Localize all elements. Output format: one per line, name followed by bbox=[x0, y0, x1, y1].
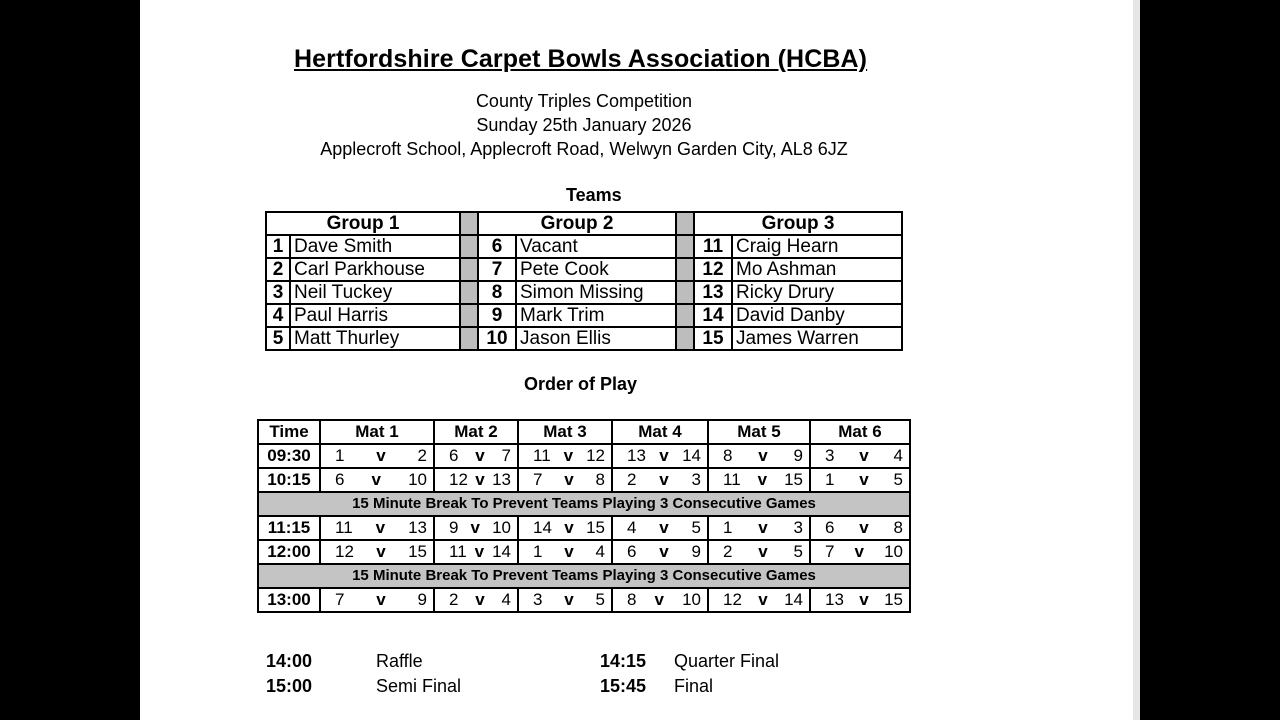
away-team-number: 5 bbox=[595, 590, 605, 609]
break-row bbox=[258, 564, 910, 588]
home-team-number: 6 bbox=[825, 518, 835, 537]
team-number: 8 bbox=[478, 281, 516, 304]
document-title: Hertfordshire Carpet Bowls Association (HCBA) bbox=[294, 45, 868, 73]
versus-label: v bbox=[563, 446, 574, 465]
column-separator bbox=[676, 235, 694, 258]
teams-heading: Teams bbox=[566, 185, 622, 205]
game-cell bbox=[518, 588, 612, 612]
schedule-time: 15:00 bbox=[266, 676, 313, 696]
away-team-number: 13 bbox=[492, 470, 511, 489]
order-of-play-heading: Order of Play bbox=[524, 374, 638, 394]
team-number: 14 bbox=[694, 304, 732, 327]
home-team-number: 2 bbox=[449, 590, 459, 609]
team-number: 11 bbox=[694, 235, 732, 258]
home-team-number: 1 bbox=[723, 518, 733, 537]
column-separator bbox=[676, 281, 694, 304]
teams-table bbox=[265, 211, 903, 351]
schedule-time: 14:00 bbox=[266, 651, 313, 671]
away-team-number: 9 bbox=[417, 590, 427, 609]
schedule-item bbox=[600, 651, 646, 672]
home-team-number: 8 bbox=[627, 590, 637, 609]
team-name: Dave Smith bbox=[290, 235, 460, 258]
schedule-time: 14:15 bbox=[600, 651, 647, 671]
team-name: Pete Cook bbox=[516, 258, 676, 281]
group-header: Group 1 bbox=[266, 212, 460, 235]
versus-label: v bbox=[474, 542, 485, 561]
schedule-time: 15:45 bbox=[600, 676, 647, 696]
schedule-item bbox=[266, 676, 312, 697]
game-cell bbox=[518, 540, 612, 564]
away-team-number: 15 bbox=[586, 518, 605, 537]
column-separator bbox=[676, 212, 694, 235]
play-row bbox=[258, 516, 910, 540]
column-separator bbox=[676, 258, 694, 281]
away-team-number: 4 bbox=[893, 446, 903, 465]
team-number: 3 bbox=[266, 281, 290, 304]
schedule-item bbox=[674, 651, 779, 672]
game-cell bbox=[810, 444, 910, 468]
away-team-number: 8 bbox=[595, 470, 605, 489]
home-team-number: 1 bbox=[533, 542, 543, 561]
play-row bbox=[258, 540, 910, 564]
away-team-number: 10 bbox=[682, 590, 701, 609]
teams-header-row bbox=[266, 212, 902, 235]
break-note: 15 Minute Break To Prevent Teams Playing 3 Consecutive Games bbox=[258, 564, 910, 588]
team-name: Vacant bbox=[516, 235, 676, 258]
away-team-number: 5 bbox=[793, 542, 803, 561]
team-name: Neil Tuckey bbox=[290, 281, 460, 304]
column-separator bbox=[676, 304, 694, 327]
game-cell bbox=[708, 516, 810, 540]
schedule-event: Quarter Final bbox=[674, 651, 780, 671]
versus-label: v bbox=[659, 542, 669, 561]
versus-label: v bbox=[757, 470, 768, 489]
play-row bbox=[258, 468, 910, 492]
column-separator bbox=[460, 304, 478, 327]
teams-row bbox=[266, 327, 902, 350]
versus-label: v bbox=[376, 446, 386, 465]
versus-label: v bbox=[859, 470, 869, 489]
play-row bbox=[258, 588, 910, 612]
game-cell bbox=[320, 468, 434, 492]
away-team-number: 9 bbox=[691, 542, 701, 561]
team-number: 5 bbox=[266, 327, 290, 350]
versus-label: v bbox=[564, 542, 574, 561]
play-time: 13:00 bbox=[258, 588, 320, 612]
away-team-number: 10 bbox=[492, 518, 511, 537]
away-team-number: 2 bbox=[417, 446, 427, 465]
break-row bbox=[258, 492, 910, 516]
home-team-number: 7 bbox=[825, 542, 835, 561]
home-team-number: 6 bbox=[449, 446, 459, 465]
group-header: Group 3 bbox=[694, 212, 902, 235]
competition-name: County Triples Competition bbox=[475, 91, 693, 111]
game-cell bbox=[612, 588, 708, 612]
order-of-play-table bbox=[257, 419, 911, 613]
schedule-event: Semi Final bbox=[376, 676, 462, 696]
home-team-number: 1 bbox=[335, 446, 345, 465]
game-cell bbox=[518, 468, 612, 492]
game-cell bbox=[518, 516, 612, 540]
column-header-mat: Mat 1 bbox=[320, 420, 434, 444]
team-number: 2 bbox=[266, 258, 290, 281]
team-name: David Danby bbox=[732, 304, 902, 327]
game-cell bbox=[708, 540, 810, 564]
game-cell bbox=[434, 540, 518, 564]
away-team-number: 4 bbox=[501, 590, 511, 609]
column-separator bbox=[460, 258, 478, 281]
away-team-number: 14 bbox=[492, 542, 511, 561]
team-name: Jason Ellis bbox=[516, 327, 676, 350]
versus-label: v bbox=[375, 518, 386, 537]
teams-row bbox=[266, 258, 902, 281]
game-cell bbox=[708, 468, 810, 492]
play-time: 12:00 bbox=[258, 540, 320, 564]
home-team-number: 2 bbox=[723, 542, 733, 561]
versus-label: v bbox=[758, 446, 768, 465]
play-row bbox=[258, 444, 910, 468]
versus-label: v bbox=[376, 542, 386, 561]
versus-label: v bbox=[564, 518, 574, 537]
game-cell bbox=[810, 588, 910, 612]
versus-label: v bbox=[758, 542, 768, 561]
column-header-mat: Mat 5 bbox=[708, 420, 810, 444]
versus-label: v bbox=[659, 470, 669, 489]
game-cell bbox=[810, 540, 910, 564]
versus-label: v bbox=[859, 446, 869, 465]
away-team-number: 10 bbox=[884, 542, 903, 561]
schedule-item bbox=[266, 651, 312, 672]
game-cell bbox=[810, 468, 910, 492]
break-note: 15 Minute Break To Prevent Teams Playing 3 Consecutive Games bbox=[258, 492, 910, 516]
game-cell bbox=[708, 588, 810, 612]
team-name: Carl Parkhouse bbox=[290, 258, 460, 281]
away-team-number: 4 bbox=[595, 542, 605, 561]
team-name: Simon Missing bbox=[516, 281, 676, 304]
versus-label: v bbox=[854, 542, 864, 561]
game-cell bbox=[320, 588, 434, 612]
team-number: 6 bbox=[478, 235, 516, 258]
team-number: 7 bbox=[478, 258, 516, 281]
home-team-number: 7 bbox=[335, 590, 345, 609]
team-name: Mark Trim bbox=[516, 304, 676, 327]
team-name: James Warren bbox=[732, 327, 902, 350]
column-separator bbox=[460, 235, 478, 258]
game-cell bbox=[612, 444, 708, 468]
away-team-number: 9 bbox=[793, 446, 803, 465]
teams-row bbox=[266, 304, 902, 327]
away-team-number: 5 bbox=[893, 470, 903, 489]
home-team-number: 11 bbox=[533, 446, 551, 465]
home-team-number: 12 bbox=[723, 590, 742, 609]
team-number: 15 bbox=[694, 327, 732, 350]
home-team-number: 8 bbox=[723, 446, 733, 465]
game-cell bbox=[708, 444, 810, 468]
home-team-number: 13 bbox=[627, 446, 646, 465]
versus-label: v bbox=[470, 518, 480, 537]
schedule-item bbox=[674, 676, 713, 697]
home-team-number: 9 bbox=[449, 518, 459, 537]
team-number: 12 bbox=[694, 258, 732, 281]
teams-row bbox=[266, 235, 902, 258]
away-team-number: 15 bbox=[408, 542, 427, 561]
game-cell bbox=[810, 516, 910, 540]
column-header-time: Time bbox=[258, 420, 320, 444]
team-number: 1 bbox=[266, 235, 290, 258]
away-team-number: 5 bbox=[691, 518, 701, 537]
home-team-number: 6 bbox=[335, 470, 345, 489]
game-cell bbox=[434, 588, 518, 612]
team-number: 9 bbox=[478, 304, 516, 327]
home-team-number: 1 bbox=[825, 470, 835, 489]
versus-label: v bbox=[758, 590, 768, 609]
play-time: 10:15 bbox=[258, 468, 320, 492]
game-cell bbox=[434, 444, 518, 468]
home-team-number: 12 bbox=[449, 470, 468, 489]
home-team-number: 3 bbox=[825, 446, 835, 465]
team-name: Matt Thurley bbox=[290, 327, 460, 350]
schedule-event: Raffle bbox=[376, 651, 423, 671]
versus-label: v bbox=[564, 470, 574, 489]
versus-label: v bbox=[475, 470, 485, 489]
play-time: 09:30 bbox=[258, 444, 320, 468]
versus-label: v bbox=[564, 590, 574, 609]
versus-label: v bbox=[376, 590, 386, 609]
home-team-number: 11 bbox=[723, 470, 741, 489]
team-name: Craig Hearn bbox=[732, 235, 902, 258]
column-separator bbox=[460, 281, 478, 304]
home-team-number: 3 bbox=[533, 590, 543, 609]
versus-label: v bbox=[475, 590, 485, 609]
home-team-number: 13 bbox=[825, 590, 844, 609]
home-team-number: 14 bbox=[533, 518, 552, 537]
teams-row bbox=[266, 281, 902, 304]
game-cell bbox=[518, 444, 612, 468]
away-team-number: 3 bbox=[793, 518, 803, 537]
home-team-number: 12 bbox=[335, 542, 354, 561]
play-time: 11:15 bbox=[258, 516, 320, 540]
team-name: Mo Ashman bbox=[732, 258, 902, 281]
away-team-number: 12 bbox=[586, 446, 605, 465]
home-team-number: 11 bbox=[449, 542, 467, 561]
game-cell bbox=[612, 468, 708, 492]
play-body bbox=[258, 444, 910, 612]
versus-label: v bbox=[859, 590, 869, 609]
column-header-mat: Mat 6 bbox=[810, 420, 910, 444]
away-team-number: 15 bbox=[784, 470, 803, 489]
column-header-mat: Mat 3 bbox=[518, 420, 612, 444]
column-separator bbox=[460, 327, 478, 350]
schedule-item bbox=[376, 651, 423, 672]
column-header-mat: Mat 2 bbox=[434, 420, 518, 444]
versus-label: v bbox=[475, 446, 485, 465]
versus-label: v bbox=[659, 518, 669, 537]
away-team-number: 14 bbox=[682, 446, 701, 465]
team-number: 13 bbox=[694, 281, 732, 304]
game-cell bbox=[612, 540, 708, 564]
team-number: 10 bbox=[478, 327, 516, 350]
event-date: Sunday 25th January 2026 bbox=[476, 115, 692, 135]
schedule-item bbox=[600, 676, 646, 697]
schedule-event: Final bbox=[674, 676, 714, 696]
home-team-number: 6 bbox=[627, 542, 637, 561]
game-cell bbox=[320, 444, 434, 468]
away-team-number: 7 bbox=[501, 446, 511, 465]
game-cell bbox=[320, 540, 434, 564]
schedule-item bbox=[376, 676, 461, 697]
column-header-mat: Mat 4 bbox=[612, 420, 708, 444]
away-team-number: 13 bbox=[408, 518, 427, 537]
game-cell bbox=[612, 516, 708, 540]
team-name: Paul Harris bbox=[290, 304, 460, 327]
versus-label: v bbox=[758, 518, 768, 537]
away-team-number: 15 bbox=[884, 590, 903, 609]
away-team-number: 8 bbox=[893, 518, 903, 537]
versus-label: v bbox=[371, 470, 381, 489]
game-cell bbox=[320, 516, 434, 540]
versus-label: v bbox=[659, 446, 669, 465]
game-cell bbox=[434, 468, 518, 492]
game-cell bbox=[434, 516, 518, 540]
team-number: 4 bbox=[266, 304, 290, 327]
versus-label: v bbox=[654, 590, 664, 609]
column-separator bbox=[460, 212, 478, 235]
team-name: Ricky Drury bbox=[732, 281, 902, 304]
versus-label: v bbox=[859, 518, 869, 537]
away-team-number: 14 bbox=[784, 590, 803, 609]
play-header-row bbox=[258, 420, 910, 444]
home-team-number: 7 bbox=[533, 470, 543, 489]
group-header: Group 2 bbox=[478, 212, 676, 235]
page-edge bbox=[1133, 0, 1140, 720]
home-team-number: 2 bbox=[627, 470, 637, 489]
away-team-number: 3 bbox=[691, 470, 701, 489]
column-separator bbox=[676, 327, 694, 350]
away-team-number: 10 bbox=[408, 470, 427, 489]
home-team-number: 4 bbox=[627, 518, 637, 537]
home-team-number: 11 bbox=[335, 518, 353, 537]
event-venue: Applecroft School, Applecroft Road, Welwyn Garden City, AL8 6JZ bbox=[320, 139, 848, 159]
